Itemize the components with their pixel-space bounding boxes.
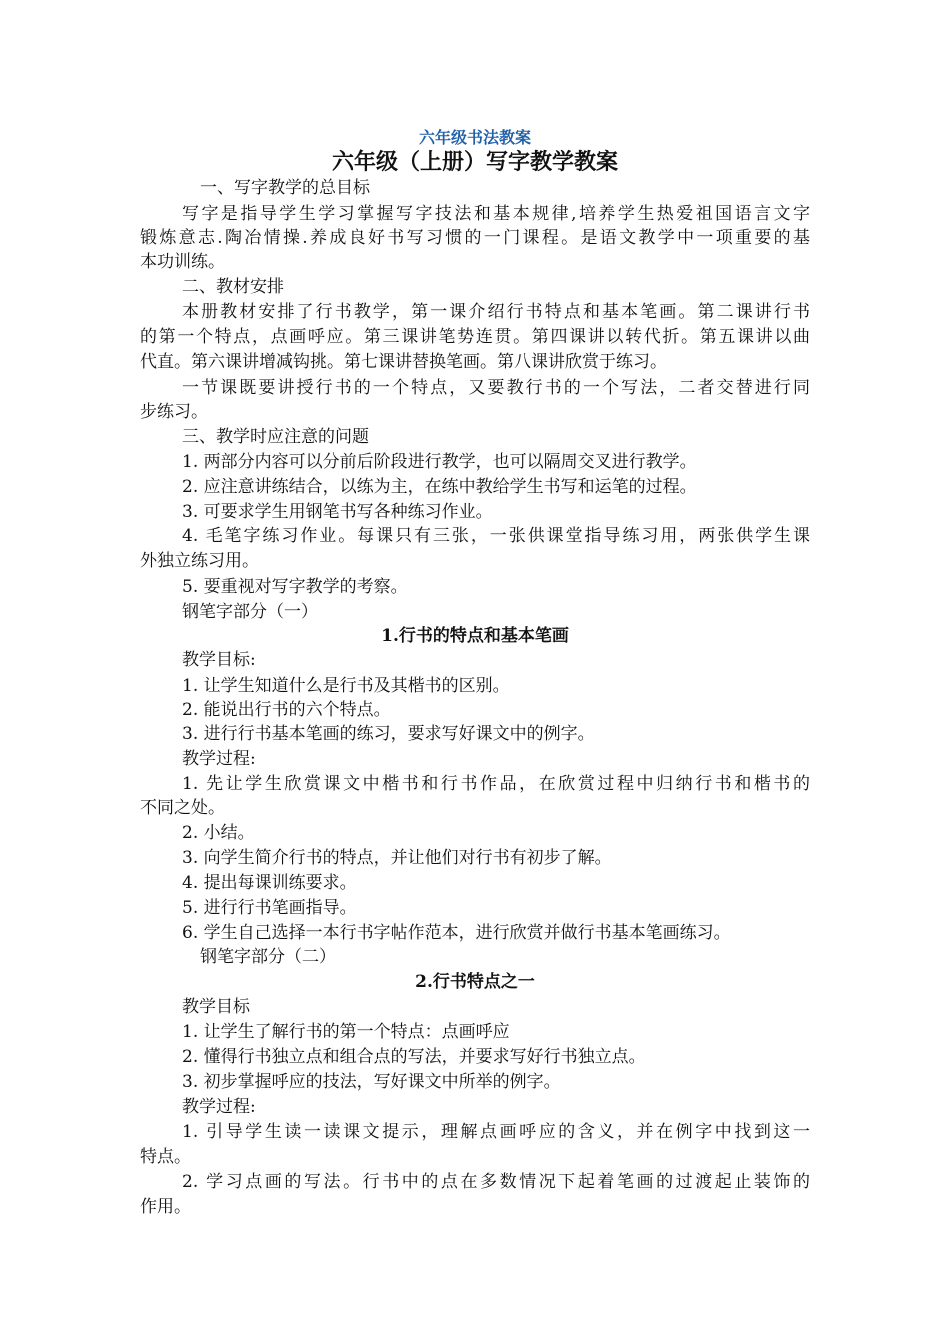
- subheading: 教学过程:: [182, 749, 256, 769]
- paragraph-line: 本册教材安排了行书教学，第一课介绍行书特点和基本笔画。第二课讲行书: [182, 302, 810, 322]
- subheading: 教学目标: [182, 997, 250, 1017]
- list-item: 3. 可要求学生用钢笔书写各种练习作业。: [182, 502, 493, 522]
- subheading: 教学过程:: [182, 1097, 256, 1117]
- list-item-continuation: 外独立练习用。: [140, 551, 259, 571]
- list-item: 1. 让学生了解行书的第一个特点：点画呼应: [182, 1022, 510, 1042]
- section-heading: 三、教学时应注意的问题: [182, 427, 369, 447]
- paragraph-line: 本功训练。: [140, 252, 225, 272]
- page-title: 六年级（上册）写字教学教案: [331, 149, 618, 175]
- list-item: 3. 向学生简介行书的特点，并让他们对行书有初步了解。: [182, 848, 612, 868]
- list-item: 1. 先让学生欣赏课文中楷书和行书作品，在欣赏过程中归纳行书和楷书的: [182, 774, 810, 794]
- list-item: 1. 两部分内容可以分前后阶段进行教学，也可以隔周交叉进行教学。: [182, 452, 697, 472]
- lesson-title: 2.行书特点之一: [415, 972, 535, 992]
- list-item: 4. 毛笔字练习作业。每课只有三张，一张供课堂指导练习用，两张供学生课: [182, 526, 810, 546]
- list-item: 5. 要重视对写字教学的考察。: [182, 577, 408, 597]
- paragraph-line: 锻炼意志.陶冶情操.养成良好书写习惯的一门课程。是语文教学中一项重要的基: [140, 228, 810, 248]
- list-item-continuation: 特点。: [140, 1147, 191, 1167]
- paragraph-line: 写字是指导学生学习掌握写字技法和基本规律,培养学生热爱祖国语言文字: [182, 204, 810, 224]
- list-item: 5. 进行行书笔画指导。: [182, 898, 357, 918]
- list-item: 2. 学习点画的写法。行书中的点在多数情况下起着笔画的过渡起止装饰的: [182, 1172, 810, 1192]
- list-item: 4. 提出每课训练要求。: [182, 873, 357, 893]
- header-link[interactable]: 六年级书法教案: [418, 128, 531, 147]
- list-item: 3. 进行行书基本笔画的练习，要求写好课文中的例字。: [182, 724, 595, 744]
- paragraph-line: 的第一个特点，点画呼应。第三课讲笔势连贯。第四课讲以转代折。第五课讲以曲: [140, 327, 810, 347]
- section-heading: 二、教材安排: [182, 277, 284, 297]
- subheading: 教学目标:: [182, 650, 256, 670]
- lesson-title: 1.行书的特点和基本笔画: [381, 626, 569, 646]
- list-item: 2. 小结。: [182, 823, 255, 843]
- paragraph-line: 一节课既要讲授行书的一个特点，又要教行书的一个写法，二者交替进行同: [182, 378, 810, 398]
- list-item: 3. 初步掌握呼应的技法，写好课文中所举的例字。: [182, 1072, 561, 1092]
- list-item: 2. 懂得行书独立点和组合点的写法，并要求写好行书独立点。: [182, 1047, 646, 1067]
- list-item-continuation: 不同之处。: [140, 798, 225, 818]
- paragraph-line: 代直。第六课讲增减钩挑。第七课讲替换笔画。第八课讲欣赏于练习。: [140, 352, 667, 372]
- list-item: 1. 让学生知道什么是行书及其楷书的区别。: [182, 676, 510, 696]
- list-item: 2. 应注意讲练结合，以练为主，在练中教给学生书写和运笔的过程。: [182, 477, 697, 497]
- list-item: 6. 学生自己选择一本行书字帖作范本，进行欣赏并做行书基本笔画练习。: [182, 923, 731, 943]
- list-item: 2. 能说出行书的六个特点。: [182, 700, 391, 720]
- paragraph-line: 步练习。: [140, 402, 208, 422]
- section-heading: 一、写字教学的总目标: [200, 178, 370, 198]
- part-label: 钢笔字部分（二）: [200, 947, 336, 967]
- list-item-continuation: 作用。: [140, 1197, 191, 1217]
- part-label: 钢笔字部分（一）: [182, 602, 318, 622]
- list-item: 1. 引导学生读一读课文提示，理解点画呼应的含义，并在例字中找到这一: [182, 1122, 810, 1142]
